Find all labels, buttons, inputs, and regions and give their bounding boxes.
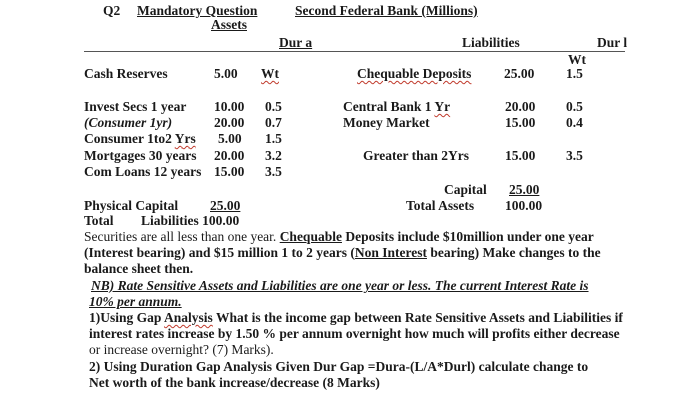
asset-name: Invest Secs 1 year: [84, 99, 187, 114]
physical-capital-value: 25.00: [210, 198, 241, 213]
liability-value: 25.00: [504, 66, 535, 81]
deposit-note: (Interest bearing) and $15 million 1 to 2 years (Non Interest bearing) Make changes to the: [84, 245, 601, 260]
asset-name: Consumer 1to2 Yrs: [84, 131, 196, 146]
asset-wt: 3.5: [265, 164, 282, 179]
liability-value: 15.00: [505, 148, 536, 163]
liabilities-heading: Liabilities: [462, 35, 520, 50]
asset-name: (Consumer 1yr): [84, 115, 173, 130]
asset-value: 5.00: [218, 131, 242, 146]
duration-question: 2) Using Duration Gap Analysis Given Dur Gap =Dura-(L/A*Durl) calculate change to: [89, 359, 589, 374]
dur-a-heading: Dur a: [279, 35, 313, 50]
liability-wt: 0.4: [566, 115, 583, 130]
total-liabilities-value: Liabilities 100.00: [141, 213, 240, 228]
asset-name: Cash Reserves: [84, 66, 168, 81]
asset-wt: 0.5: [265, 99, 282, 114]
asset-value: 20.00: [214, 115, 245, 130]
liability-name: Greater than 2Yrs: [363, 148, 469, 163]
total-assets-label: Total Assets: [406, 198, 475, 213]
gap-question-line3: or increase overnight? (7) Marks).: [89, 342, 274, 357]
asset-wt: 3.2: [265, 148, 282, 163]
duration-question-line2: Net worth of the bank increase/decrease (8 Marks): [89, 375, 380, 390]
liab-wt-heading: Wt: [568, 52, 586, 67]
asset-wt: 1.5: [265, 131, 282, 146]
total-liabilities-label: Total: [84, 213, 114, 228]
asset-value: 10.00: [214, 99, 245, 114]
capital-value: 25.00: [509, 182, 540, 197]
question-title: Mandatory Question: [137, 3, 258, 18]
question-number: Q2: [103, 3, 121, 18]
liability-value: 20.00: [505, 99, 536, 114]
liability-wt: 1.5: [566, 66, 583, 81]
asset-wt-heading: Wt: [261, 66, 279, 81]
nb-rate: 10% per annum.: [89, 294, 182, 309]
asset-value: 15.00: [214, 164, 245, 179]
asset-value: 20.00: [214, 148, 245, 163]
liability-name: Central Bank 1 Yr: [343, 99, 451, 114]
liability-name: Money Market: [343, 115, 430, 130]
physical-capital-label: Physical Capital: [84, 198, 179, 213]
gap-question: 1)Using Gap Analysis What is the income gap between Rate Sensitive Assets and Liabilities if: [89, 310, 623, 325]
gap-question-line2: interest rates increase by 1.50 % per annum overnight how much will profits either decrease: [89, 326, 620, 341]
nb-note: NB) Rate Sensitive Assets and Liabilities are one year or less. The current Interest Rate is: [91, 278, 589, 293]
liability-name: Chequable Deposits: [357, 66, 472, 81]
asset-name: Com Loans 12 years: [84, 164, 202, 179]
balance-note: balance sheet then.: [84, 261, 194, 276]
asset-value: 5.00: [214, 66, 238, 81]
capital-label: Capital: [444, 182, 487, 197]
liability-value: 15.00: [505, 115, 536, 130]
liability-wt: 3.5: [566, 148, 583, 163]
securities-note: Securities are all less than one year. Chequable Deposits include $10million under one year: [84, 229, 594, 244]
liability-wt: 0.5: [566, 99, 583, 114]
assets-heading: Assets: [211, 17, 247, 32]
header-divider: [84, 51, 625, 52]
asset-wt: 0.7: [265, 115, 282, 130]
total-assets-value: 100.00: [505, 198, 543, 213]
dur-l-heading: Dur l: [597, 35, 628, 50]
bank-title: Second Federal Bank (Millions): [295, 3, 478, 18]
asset-name: Mortgages 30 years: [84, 148, 197, 163]
